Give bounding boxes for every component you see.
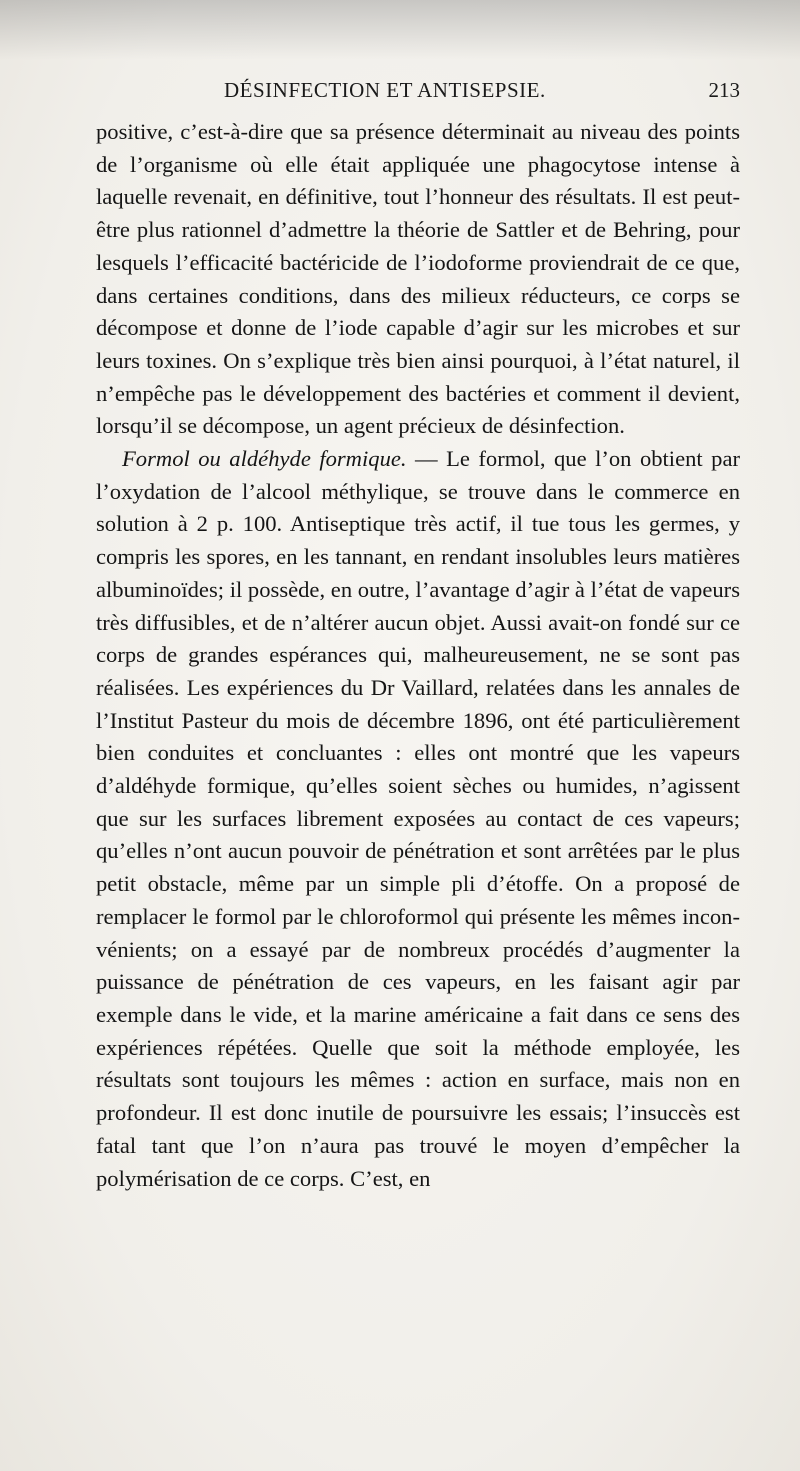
scan-shadow <box>0 0 800 60</box>
running-title: DÉSINFECTION ET ANTISEPSIE. <box>224 78 546 102</box>
paragraph-formol-text: Le formol, que l’on obtient par l’oxydation de l’alcool méthylique, se trouve dans le commerce en solution à 2 p. 100. Antiseptique très actif, il tue tous les germes, y compris les spores, en les tannant, en rendant insolubles leurs matières albuminoïdes; il possède, en outre, l’avantage d’agir à l’état de vapeurs très diffusibles, et de n’altérer aucun objet. Aussi avait-on fondé sur ce corps de grandes espérances qui, malheureusement, ne se sont pas réalisées. Les expériences du Dr Vaillard, relatées dans les annales de l’Institut Pasteur du mois de décembre 1896, ont été particulièrement bien conduites et concluantes : elles ont montré que les vapeurs d’aldéhyde formique, qu’elles soient sèches ou humides, n’agissent que sur les surfaces librement exposées au contact de ces vapeurs; qu’elles n’ont aucun pouvoir de pénétration et sont arrêtées par le plus petit obstacle, même par un simple pli d’étoffe. On a proposé de remplacer le formol par le chloroformol qui présente les mêmes inconvénients; on a essayé par de nombreux procédés d’augmenter la puissance de pénétration de ces vapeurs, en les faisant agir par exemple dans le vide, et la marine américaine a fait dans ce sens des expériences répétées. Quelle que soit la méthode employée, les résultats sont toujours les mêmes : action en surface, mais non en profondeur. Il est donc inutile de poursuivre les essais; l’insuccès est fatal tant que l’on n’aura pas trouvé le moyen d’empêcher la polymérisation de ce corps. C’est, en <box>96 446 741 1191</box>
page-number: 213 <box>708 78 740 102</box>
paragraph-iodoform: positive, c’est-à-dire que sa présence déterminait au niveau des points de l’organisme où elle était appliquée une phagocytose intense à laquelle revenait, en définitive, tout l’honneur des résultats. Il est peut-être plus rationnel d’admettre la théorie de Sattler et de Behring, pour lesquels l’efficacité bactéricide de l’iodoforme proviendrait de ce que, dans certaines conditions, dans des milieux réducteurs, ce corps se décompose et donne de l’iode capable d’agir sur les microbes et sur leurs toxines. On s’explique très bien ainsi pourquoi, à l’état naturel, il n’empêche pas le développement des bactéries et comment il devient, lorsqu’il se décompose, un agent précieux de désinfection. <box>96 119 740 439</box>
em-dash: — <box>406 446 447 472</box>
paragraph-formol <box>96 443 740 1195</box>
running-header <box>96 78 740 108</box>
section-heading-formol: Formol ou aldéhyde formique. <box>122 446 407 472</box>
body-text <box>96 116 740 1195</box>
